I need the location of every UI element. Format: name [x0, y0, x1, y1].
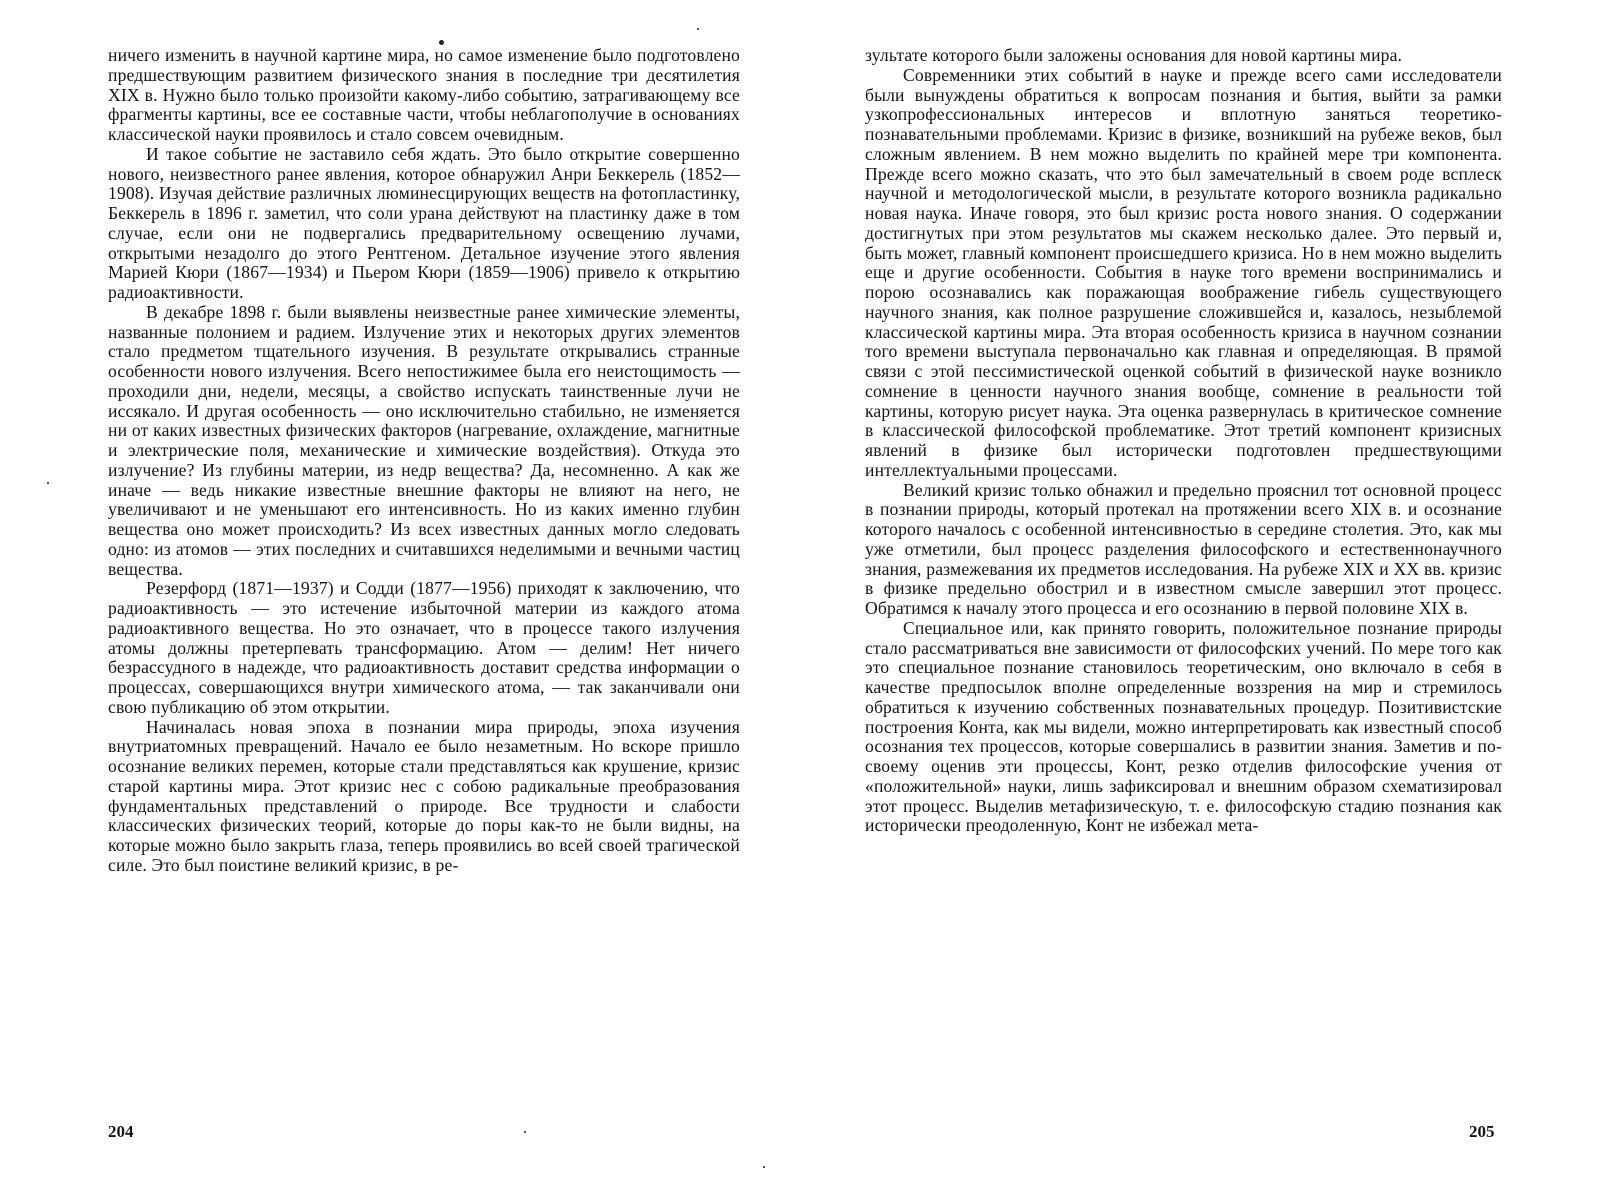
paragraph: Резерфорд (1871—1937) и Содди (1877—1956) приходят к заключению, что радиоактивность — это истечение избыточной материи из каждого атома радиоактивного вещества. Но это означает, что в процессе такого излучения атомы должны претерпевать трансформацию. Атом — делим! Нет ничего безрассудного в надежде, что радиоактивность доставит средства информации о процессах, совершающихся внутри химического атома, — так заканчивали они свою публикацию об этом открытии. — [108, 578, 740, 717]
paragraph: В декабре 1898 г. были выявлены неизвестные ранее химические элементы, названные полонием и радием. Излучение этих и некоторых других элементов стало предметом тщательного изучения. В результате открывались странные особенности нового излучения. Всего непостижимее была его неистощимость — проходили дни, недели, месяцы, а свойство испускать таинственные лучи не иссякало. И другая особенность — оно исключительно стабильно, не изменяется ни от каких известных физических факторов (нагревание, охлаждение, магнитные и электрические поля, механические и химические воздействия). Откуда это излучение? Из глубины материи, из недр вещества? Да, несомненно. А как же иначе — ведь никакие известные внешние факторы не влияют на него, не увеличивают и не уменьшают его интенсивность. Но из каких именно глубин вещества оно может происходить? Из всех известных данных могло следовать одно: из атомов — этих последних и считавшихся неделимыми и вечными частиц вещества. — [108, 301, 740, 579]
page-number: 205 — [1469, 1122, 1495, 1141]
left-page-text — [108, 46, 740, 876]
right-page-text — [865, 46, 1502, 836]
scan-speck — [439, 40, 444, 45]
scan-speck — [47, 482, 49, 484]
paragraph: зультате которого были заложены основания для новой картины мира. — [865, 45, 1403, 65]
paragraph: Современники этих событий в науке и прежде всего сами исследователи были вынуждены обратиться к вопросам познания и бытия, выйти за рамки узкопрофессиональных интересов и вплотную заняться теоретико-познавательными проблемами. Кризис в физике, возникший на рубеже веков, был сложным явлением. В нем можно выделить по крайней мере три компонента. Прежде всего можно сказать, что это был замечательный в своем роде всплеск научной и методологической мысли, в результате которого возникла радикально новая наука. Иначе говоря, это был кризис роста нового знания. О содержании достигнутых при этом результатов мы скажем несколько далее. Это первый и, быть может, главный компонент происшедшего кризиса. Но в нем можно выделить еще и другие особенности. События в науке того времени воспринимались и порою осознавались как поражающая воображение гибель существующего научного знания, как полное разрушение сложившейся и, казалось, незыблемой классической картины мира. Эта вторая особенность кризиса в научном сознании того времени выступала первоначально как главная и определяющая. В прямой связи с этой пессимистической оценкой событий в физической науке возникло сомнение в ценности научного знания вообще, сомнение в реальности той картины, которую рисует наука. Эта оценка развернулась в критическое сомнение в классической философской проблематике. Этот третий компонент кризисных явлений в физике был исторически подготовлен предшествующими интеллектуальными процессами. — [865, 64, 1502, 480]
paragraph: ничего изменить в научной картине мира, но самое изменение было подготовлено предшествующим развитием физического знания в последние три десятилетия XIX в. Нужно было только произойти какому-либо событию, затрагивающему все фрагменты картины, все ее составные части, чтобы неблагополучие в основаниях классической науки проявилось и стало совсем очевидным. — [108, 45, 740, 144]
paragraph: Великий кризис только обнажил и предельно прояснил тот основной процесс в познании природы, который протекал на протяжении всего XIX в. и осознание которого началось с особенной интенсивностью в середине столетия. Это, как мы уже отметили, был процесс разделения философского и естественнонаучного знания, размежевания их предметов исследования. На рубеже XIX и XX вв. кризис в физике предельно обострил и в известном смысле завершил этот процесс. Обратимся к началу этого процесса и его осознанию в первой половине XIX в. — [865, 479, 1502, 618]
scan-speck — [524, 1131, 526, 1133]
paragraph: Начиналась новая эпоха в познании мира природы, эпоха изучения внутриатомных превращений. Начало ее было незаметным. Но вскоре пришло осознание великих перемен, которые стали представляться как крушение, кризис старой картины мира. Этот кризис нес с собою радикальные преобразования фундаментальных представлений о природе. Все трудности и слабости классических физических теорий, которые до поры как-то не были видны, на которые можно было закрыть глаза, теперь проявились во всей своей трагической силе. Это был поистине великий кризис, в ре- — [108, 716, 740, 875]
right-page — [800, 0, 1600, 1180]
paragraph: И такое событие не заставило себя ждать. Это было открытие совершенно нового, неизвестного ранее явления, которое обнаружил Анри Беккерель (1852—1908). Изучая действие различных люминесцирующих веществ на фотопластинку, Беккерель в 1896 г. заметил, что соли урана действуют на пластинку даже в том случае, если они не подвергались предварительному освещению лучами, открытыми незадолго до этого Рентгеном. Детальное изучение этого явления Марией Кюри (1867—1934) и Пьером Кюри (1859—1906) привело к открытию радиоактивности. — [108, 143, 740, 302]
scan-speck — [697, 28, 699, 30]
paragraph: Специальное или, как принято говорить, положительное познание природы стало рассматриваться вне зависимости от философских учений. По мере того как это специальное познание становилось теоретическим, оно включало в себя в качестве предпосылок вполне определенные воззрения на мир и стремилось обратиться к изучению собственных познавательных процедур. Позитивистские построения Конта, как мы видели, можно интерпретировать как известный способ осознания тех процессов, которые совершались в развитии знания. Заметив и по-своему оценив эти процессы, Конт, резко отделив философские учения от «положительной» науки, лишь зафиксировал и внешним образом схематизировал этот процесс. Выделив метафизическую, т. е. философскую стадию познания как исторически преодоленную, Конт не избежал мета- — [865, 617, 1502, 836]
page-number: 204 — [108, 1122, 134, 1141]
scan-speck — [763, 1166, 765, 1168]
